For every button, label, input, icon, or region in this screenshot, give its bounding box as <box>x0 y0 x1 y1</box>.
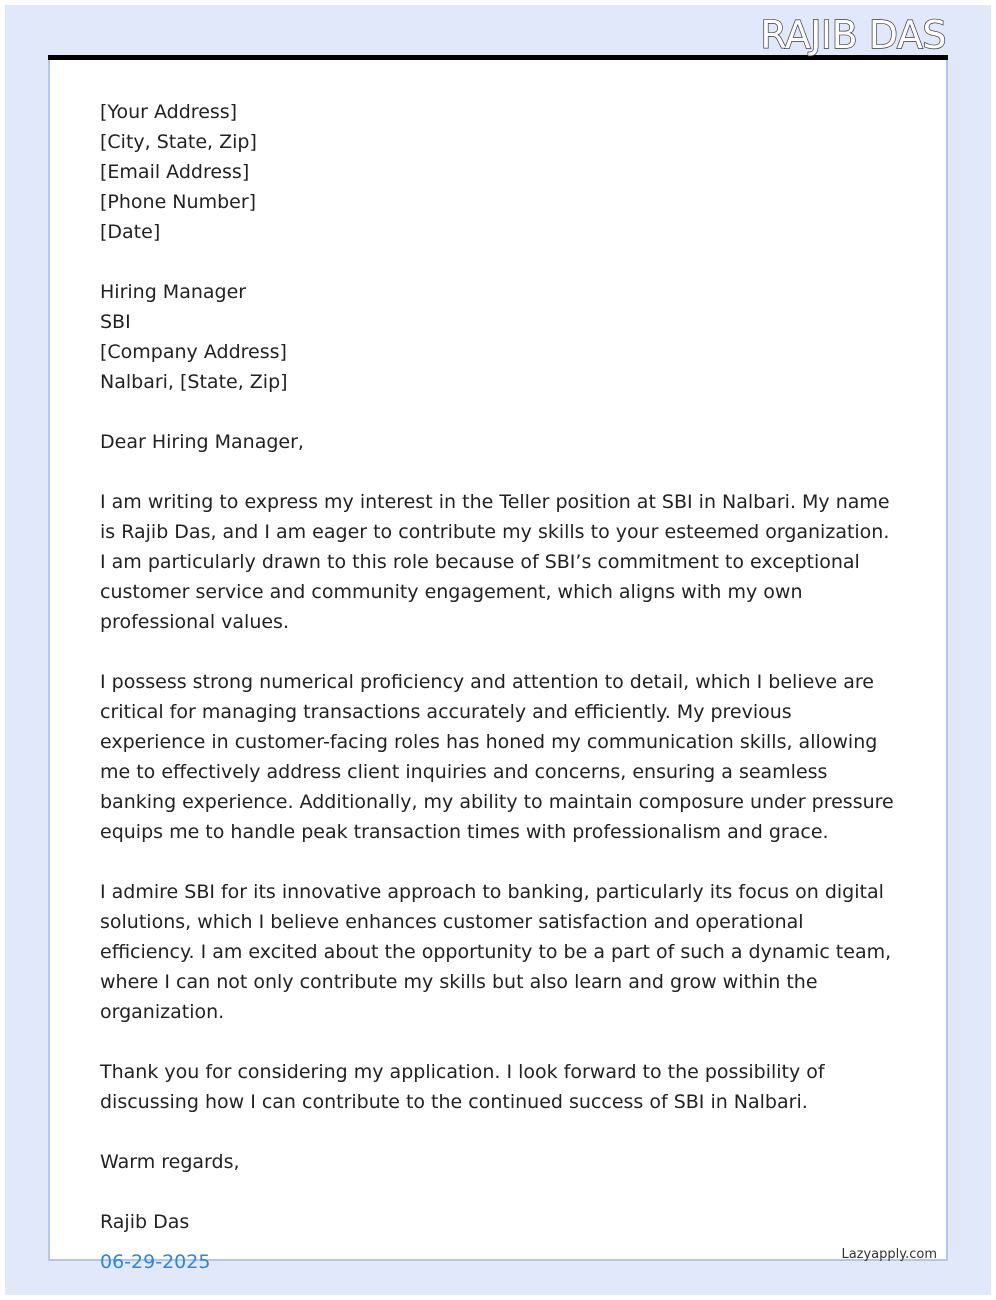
recipient-company: SBI <box>100 311 131 333</box>
sender-city-state-zip: [City, State, Zip] <box>100 131 257 153</box>
recipient-company-address: [Company Address] <box>100 341 287 363</box>
letter-body <box>100 97 900 1277</box>
paragraph-admiration: I admire SBI for its innovative approach to banking, particularly its focus on digital solutions, which I believe enhances customer satisfaction and operational efficiency. I am excited about the opportunity to be a part of such a dynamic team, where I can not only contribute my skills but also learn and grow within the organization. <box>100 881 892 1023</box>
salutation: Dear Hiring Manager, <box>100 431 304 453</box>
sender-block <box>100 97 900 247</box>
paragraph-skills: I possess strong numerical proficiency and attention to detail, which I believe are critical for managing transactions accurately and efficiently. My previous experience in customer-facing roles has honed my communication skills, allowing me to effectively address client inquiries and concerns, ensuring a seamless banking experience. Additionally, my ability to maintain composure under pressure equips me to handle peak transaction times with professionalism and grace. <box>100 671 894 843</box>
recipient-title: Hiring Manager <box>100 281 247 303</box>
signed-date: 06-29-2025 <box>100 1251 211 1273</box>
sender-address: [Your Address] <box>100 101 238 123</box>
sender-date: [Date] <box>100 221 161 243</box>
recipient-block <box>100 277 900 397</box>
paragraph-thanks: Thank you for considering my application. I look forward to the possibility of discussing how I can contribute to the continued success of SBI in Nalbari. <box>100 1061 825 1113</box>
header-name: RAJIB DAS <box>760 13 946 57</box>
paragraph-intro: I am writing to express my interest in the Teller position at SBI in Nalbari. My name is Rajib Das, and I am eager to contribute my skills to your esteemed organization. I am particularly drawn to this role because of SBI’s commitment to exceptional customer service and community engagement, which aligns with my own professional values. <box>100 491 890 633</box>
closing: Warm regards, <box>100 1151 240 1173</box>
sender-email: [Email Address] <box>100 161 250 183</box>
recipient-location: Nalbari, [State, Zip] <box>100 371 288 393</box>
watermark: Lazyapply.com <box>841 1247 937 1262</box>
sender-phone: [Phone Number] <box>100 191 257 213</box>
signature-name: Rajib Das <box>100 1211 190 1233</box>
